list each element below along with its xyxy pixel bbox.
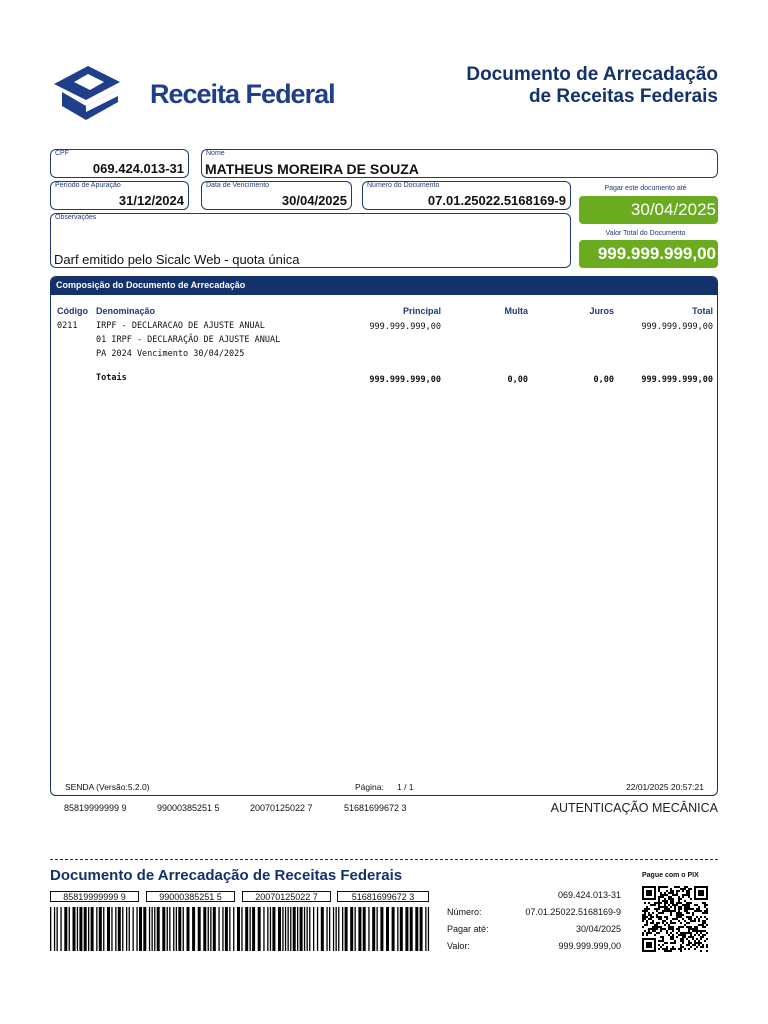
valor-total-label: Valor Total do Documento: [605, 230, 686, 237]
row-denominacao-line3: PA 2024 Vencimento 30/04/2025: [96, 349, 245, 359]
logo-text: Receita Federal: [150, 79, 335, 109]
vencimento-box: [201, 181, 352, 210]
pix-label: Pague com o PIX: [642, 872, 699, 879]
page-title-line2: de Receitas Federais: [528, 86, 718, 107]
autenticacao-mecanica: AUTENTICAÇÃO MECÂNICA: [550, 801, 718, 815]
observacoes-label: Observações: [55, 214, 97, 221]
row-codigo: 0211: [57, 321, 78, 331]
nome-label: Nome: [206, 150, 225, 157]
totais-principal: 999.999.999,00: [369, 375, 441, 385]
stub-linha-4: 51681699672 3: [337, 891, 429, 902]
col-multa-header: Multa: [504, 306, 528, 316]
stub-linha-2: 99000385251 5: [146, 891, 235, 902]
receita-emblem-icon: [52, 62, 122, 126]
periodo-box: [50, 181, 189, 210]
stub-linha-3: 20070125022 7: [242, 891, 331, 902]
receita-federal-logo: [52, 62, 335, 126]
linha-digitavel-4: 51681699672 3: [344, 803, 407, 813]
stub-pagar-ate: 30/04/2025: [575, 924, 621, 934]
senda-version: SENDA (Versão:5.2.0): [65, 782, 150, 792]
stub-numero-label: Número:: [447, 907, 482, 917]
totais-multa: 0,00: [507, 375, 528, 385]
col-principal-header: Principal: [402, 306, 441, 316]
cpf-label: CPF: [55, 150, 69, 157]
pagina-value: 1 / 1: [397, 782, 414, 792]
cut-line: [50, 859, 718, 860]
linha-digitavel-3: 20070125022 7: [250, 803, 313, 813]
observacoes-box: [50, 213, 571, 268]
stub-linha-1: 85819999999 9: [50, 891, 139, 902]
vencimento-label: Data de Vencimento: [206, 182, 270, 189]
nome-value: MATHEUS MOREIRA DE SOUZA: [205, 161, 419, 177]
composicao-title: Composição do Documento de Arrecadação: [56, 280, 246, 290]
stub-numero: 07.01.25022.5168169-9: [525, 907, 621, 917]
cpf-box: [50, 149, 189, 178]
pagar-ate-box: [579, 196, 718, 224]
vencimento-value: 30/04/2025: [281, 193, 347, 208]
print-datetime: 22/01/2025 20:57:21: [626, 782, 704, 792]
col-total-header: Total: [692, 306, 713, 316]
stub-cpf: 069.424.013-31: [557, 890, 621, 900]
totais-total: 999.999.999,00: [641, 375, 713, 385]
totais-juros: 0,00: [593, 375, 614, 385]
pagar-ate-value: 30/04/2025: [630, 200, 716, 219]
row-denominacao-line2: 01 IRPF - DECLARAÇÃO DE AJUSTE ANUAL: [96, 335, 281, 345]
totais-label: Totais: [96, 373, 127, 383]
col-juros-header: Juros: [589, 306, 614, 316]
observacoes-value: Darf emitido pelo Sicalc Web - quota única: [54, 252, 300, 267]
numero-box: [362, 181, 571, 210]
pix-qr-code[interactable]: [642, 886, 708, 952]
valor-total-value: 999.999.999,00: [597, 244, 716, 263]
col-denominacao-header: Denominação: [96, 306, 156, 316]
row-principal: 999.999.999,00: [369, 322, 441, 332]
periodo-value: 31/12/2024: [118, 193, 184, 208]
page-title-line1: Documento de Arrecadação: [466, 64, 718, 85]
numero-value: 07.01.25022.5168169-9: [427, 193, 566, 208]
composicao-header-bar: [51, 277, 717, 295]
stub-valor: 999.999.999,00: [558, 941, 621, 951]
periodo-label: Período de Apuração: [55, 182, 121, 189]
col-codigo-header: Código: [57, 306, 88, 316]
linha-digitavel-2: 99000385251 5: [157, 803, 220, 813]
numero-label: Número do Documento: [367, 182, 440, 189]
linha-digitavel-1: 85819999999 9: [64, 803, 127, 813]
stub-title: Documento de Arrecadação de Receitas Federais: [50, 867, 403, 884]
row-denominacao-line1: IRPF - DECLARACAO DE AJUSTE ANUAL: [96, 321, 265, 331]
nome-box: [201, 149, 718, 178]
row-total: 999.999.999,00: [641, 322, 713, 332]
stub-pagar-ate-label: Pagar até:: [447, 924, 489, 934]
stub-valor-label: Valor:: [447, 941, 470, 951]
pagina-label: Página:: [355, 782, 384, 792]
barcode: [50, 907, 430, 951]
pagar-ate-label: Pagar este documento até: [604, 185, 687, 192]
valor-total-box: [579, 240, 718, 268]
cpf-value: 069.424.013-31: [92, 161, 184, 176]
